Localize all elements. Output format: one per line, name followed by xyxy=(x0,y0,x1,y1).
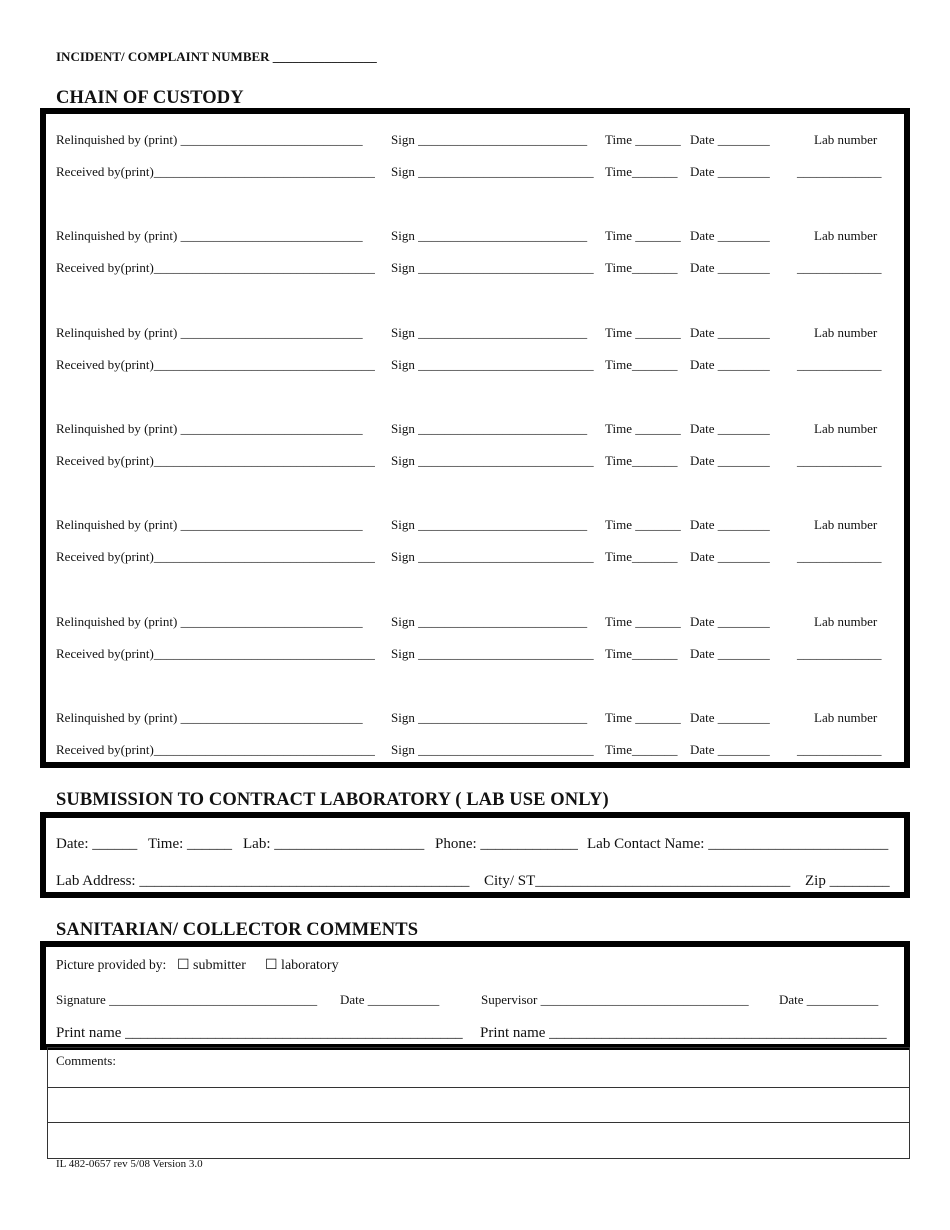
lab-number-label: Lab number xyxy=(814,228,878,244)
received-time-field[interactable]: Time_______ xyxy=(605,645,678,661)
received-date-field[interactable]: Date ________ xyxy=(690,549,770,565)
lab-number-field[interactable]: _____________ xyxy=(797,260,882,276)
sanitarian-title: SANITARIAN/ COLLECTOR COMMENTS xyxy=(56,920,419,940)
supervisor-date-field[interactable]: Date ___________ xyxy=(779,992,879,1007)
received-row xyxy=(46,549,904,567)
relinquished-row xyxy=(46,421,904,439)
relinquished-row xyxy=(46,228,904,246)
lab-number-field[interactable]: _____________ xyxy=(797,549,882,565)
supervisor-field[interactable]: Supervisor ________________________________ xyxy=(481,992,749,1007)
received-row xyxy=(46,164,904,182)
received-by-field[interactable]: Received by(print)__________________________________ xyxy=(56,260,375,276)
chain-of-custody-box xyxy=(40,108,910,768)
submission-box xyxy=(40,812,910,898)
received-sign-field[interactable]: Sign ___________________________ xyxy=(391,260,594,276)
lab-number-field[interactable]: _____________ xyxy=(797,452,882,468)
received-time-field[interactable]: Time_______ xyxy=(605,356,678,372)
submission-time-field[interactable]: Time: ______ xyxy=(148,836,233,852)
relinquished-row xyxy=(46,517,904,535)
received-by-field[interactable]: Received by(print)__________________________________ xyxy=(56,452,375,468)
received-by-field[interactable]: Received by(print)__________________________________ xyxy=(56,645,375,661)
relinquished-time-field[interactable]: Time _______ xyxy=(605,517,681,533)
received-sign-field[interactable]: Sign ___________________________ xyxy=(391,549,594,565)
relinquished-date-field[interactable]: Date ________ xyxy=(690,517,770,533)
received-date-field[interactable]: Date ________ xyxy=(690,356,770,372)
relinquished-by-field[interactable]: Relinquished by (print) ____________________________ xyxy=(56,613,363,629)
lab-number-label: Lab number xyxy=(814,132,878,147)
submission-phone-field[interactable]: Phone: _____________ xyxy=(435,836,578,852)
lab-number-label: Lab number xyxy=(814,613,878,629)
comments-box[interactable] xyxy=(47,1047,910,1159)
relinquished-date-field[interactable]: Date ________ xyxy=(690,132,770,147)
received-date-field[interactable]: Date ________ xyxy=(690,645,770,661)
relinquished-by-field[interactable]: Relinquished by (print) ____________________________ xyxy=(56,420,363,436)
relinquished-sign-field[interactable]: Sign __________________________ xyxy=(391,517,588,533)
received-sign-field[interactable]: Sign ___________________________ xyxy=(391,741,594,757)
received-by-field[interactable]: Received by(print)__________________________________ xyxy=(56,549,375,565)
received-date-field[interactable]: Date ________ xyxy=(690,260,770,276)
relinquished-date-field[interactable]: Date ________ xyxy=(690,613,770,629)
submitter-checkbox[interactable]: ☐ submitter xyxy=(177,958,246,973)
submission-title: SUBMISSION TO CONTRACT LABORATORY ( LAB USE ONLY) xyxy=(56,790,609,810)
received-time-field[interactable]: Time_______ xyxy=(605,452,678,468)
lab-number-label: Lab number xyxy=(814,709,878,725)
relinquished-date-field[interactable]: Date ________ xyxy=(690,709,770,725)
relinquished-by-field[interactable]: Relinquished by (print) ____________________________ xyxy=(56,709,363,725)
received-time-field[interactable]: Time_______ xyxy=(605,549,678,565)
incident-number-field[interactable]: INCIDENT/ COMPLAINT NUMBER ________________ xyxy=(56,49,377,64)
lab-number-field[interactable]: _____________ xyxy=(797,741,882,757)
received-sign-field[interactable]: Sign ___________________________ xyxy=(391,356,594,372)
relinquished-date-field[interactable]: Date ________ xyxy=(690,324,770,340)
print-name-field-2[interactable]: Print name _____________________________________________ xyxy=(480,1025,887,1041)
lab-number-label: Lab number xyxy=(814,420,878,436)
submission-zip-field[interactable]: Zip ________ xyxy=(805,873,890,889)
received-row xyxy=(46,260,904,278)
comments-line-2[interactable] xyxy=(48,1088,909,1123)
lab-number-label: Lab number xyxy=(814,517,878,533)
relinquished-by-field[interactable]: Relinquished by (print) ____________________________ xyxy=(56,132,363,147)
received-row xyxy=(46,357,904,375)
relinquished-sign-field[interactable]: Sign __________________________ xyxy=(391,228,588,244)
relinquished-time-field[interactable]: Time _______ xyxy=(605,709,681,725)
lab-number-field[interactable]: _____________ xyxy=(797,164,882,179)
lab-number-label: Lab number xyxy=(814,324,878,340)
relinquished-sign-field[interactable]: Sign __________________________ xyxy=(391,132,588,147)
print-name-field-1[interactable]: Print name _____________________________________________ xyxy=(56,1025,463,1041)
relinquished-time-field[interactable]: Time _______ xyxy=(605,132,681,147)
relinquished-date-field[interactable]: Date ________ xyxy=(690,420,770,436)
comments-line-3[interactable] xyxy=(48,1123,909,1159)
received-sign-field[interactable]: Sign ___________________________ xyxy=(391,164,594,179)
form-id: IL 482-0657 rev 5/08 Version 3.0 xyxy=(56,1158,203,1170)
chain-of-custody-title: CHAIN OF CUSTODY xyxy=(56,88,244,108)
relinquished-row xyxy=(46,710,904,728)
received-date-field[interactable]: Date ________ xyxy=(690,452,770,468)
relinquished-sign-field[interactable]: Sign __________________________ xyxy=(391,709,588,725)
relinquished-date-field[interactable]: Date ________ xyxy=(690,228,770,244)
submission-address-field[interactable]: Lab Address: ____________________________________________ xyxy=(56,873,470,889)
received-time-field[interactable]: Time_______ xyxy=(605,741,678,757)
submission-lab-field[interactable]: Lab: ____________________ xyxy=(243,836,425,852)
comments-label: Comments: xyxy=(56,1053,116,1068)
relinquished-time-field[interactable]: Time _______ xyxy=(605,613,681,629)
relinquished-by-field[interactable]: Relinquished by (print) ____________________________ xyxy=(56,517,363,533)
lab-number-field[interactable]: _____________ xyxy=(797,356,882,372)
relinquished-time-field[interactable]: Time _______ xyxy=(605,228,681,244)
relinquished-sign-field[interactable]: Sign __________________________ xyxy=(391,613,588,629)
submission-contact-field[interactable]: Lab Contact Name: ________________________ xyxy=(587,836,889,852)
received-row xyxy=(46,453,904,471)
received-by-field[interactable]: Received by(print)__________________________________ xyxy=(56,741,375,757)
received-row xyxy=(46,646,904,664)
received-sign-field[interactable]: Sign ___________________________ xyxy=(391,452,594,468)
laboratory-checkbox[interactable]: ☐ laboratory xyxy=(265,958,339,973)
comments-line-1[interactable] xyxy=(48,1048,909,1088)
submission-date-field[interactable]: Date: ______ xyxy=(56,836,138,852)
received-time-field[interactable]: Time_______ xyxy=(605,260,678,276)
received-row xyxy=(46,742,904,760)
relinquished-time-field[interactable]: Time _______ xyxy=(605,324,681,340)
received-date-field[interactable]: Date ________ xyxy=(690,164,770,179)
relinquished-row xyxy=(46,325,904,343)
signature-field[interactable]: Signature ________________________________ xyxy=(56,992,318,1007)
received-time-field[interactable]: Time_______ xyxy=(605,164,678,179)
received-date-field[interactable]: Date ________ xyxy=(690,741,770,757)
relinquished-time-field[interactable]: Time _______ xyxy=(605,420,681,436)
received-by-field[interactable]: Received by(print)__________________________________ xyxy=(56,356,375,372)
relinquished-row xyxy=(46,614,904,632)
received-by-field[interactable]: Received by(print)__________________________________ xyxy=(56,164,375,179)
relinquished-sign-field[interactable]: Sign __________________________ xyxy=(391,420,588,436)
signature-date-field[interactable]: Date ___________ xyxy=(340,992,440,1007)
lab-number-field[interactable]: _____________ xyxy=(797,645,882,661)
relinquished-by-field[interactable]: Relinquished by (print) ____________________________ xyxy=(56,228,363,244)
relinquished-sign-field[interactable]: Sign __________________________ xyxy=(391,324,588,340)
relinquished-row xyxy=(46,132,904,150)
relinquished-by-field[interactable]: Relinquished by (print) ____________________________ xyxy=(56,324,363,340)
received-sign-field[interactable]: Sign ___________________________ xyxy=(391,645,594,661)
picture-provided-label: Picture provided by: xyxy=(56,957,167,972)
sanitarian-box xyxy=(40,941,910,1050)
submission-city-field[interactable]: City/ ST__________________________________ xyxy=(484,873,791,889)
